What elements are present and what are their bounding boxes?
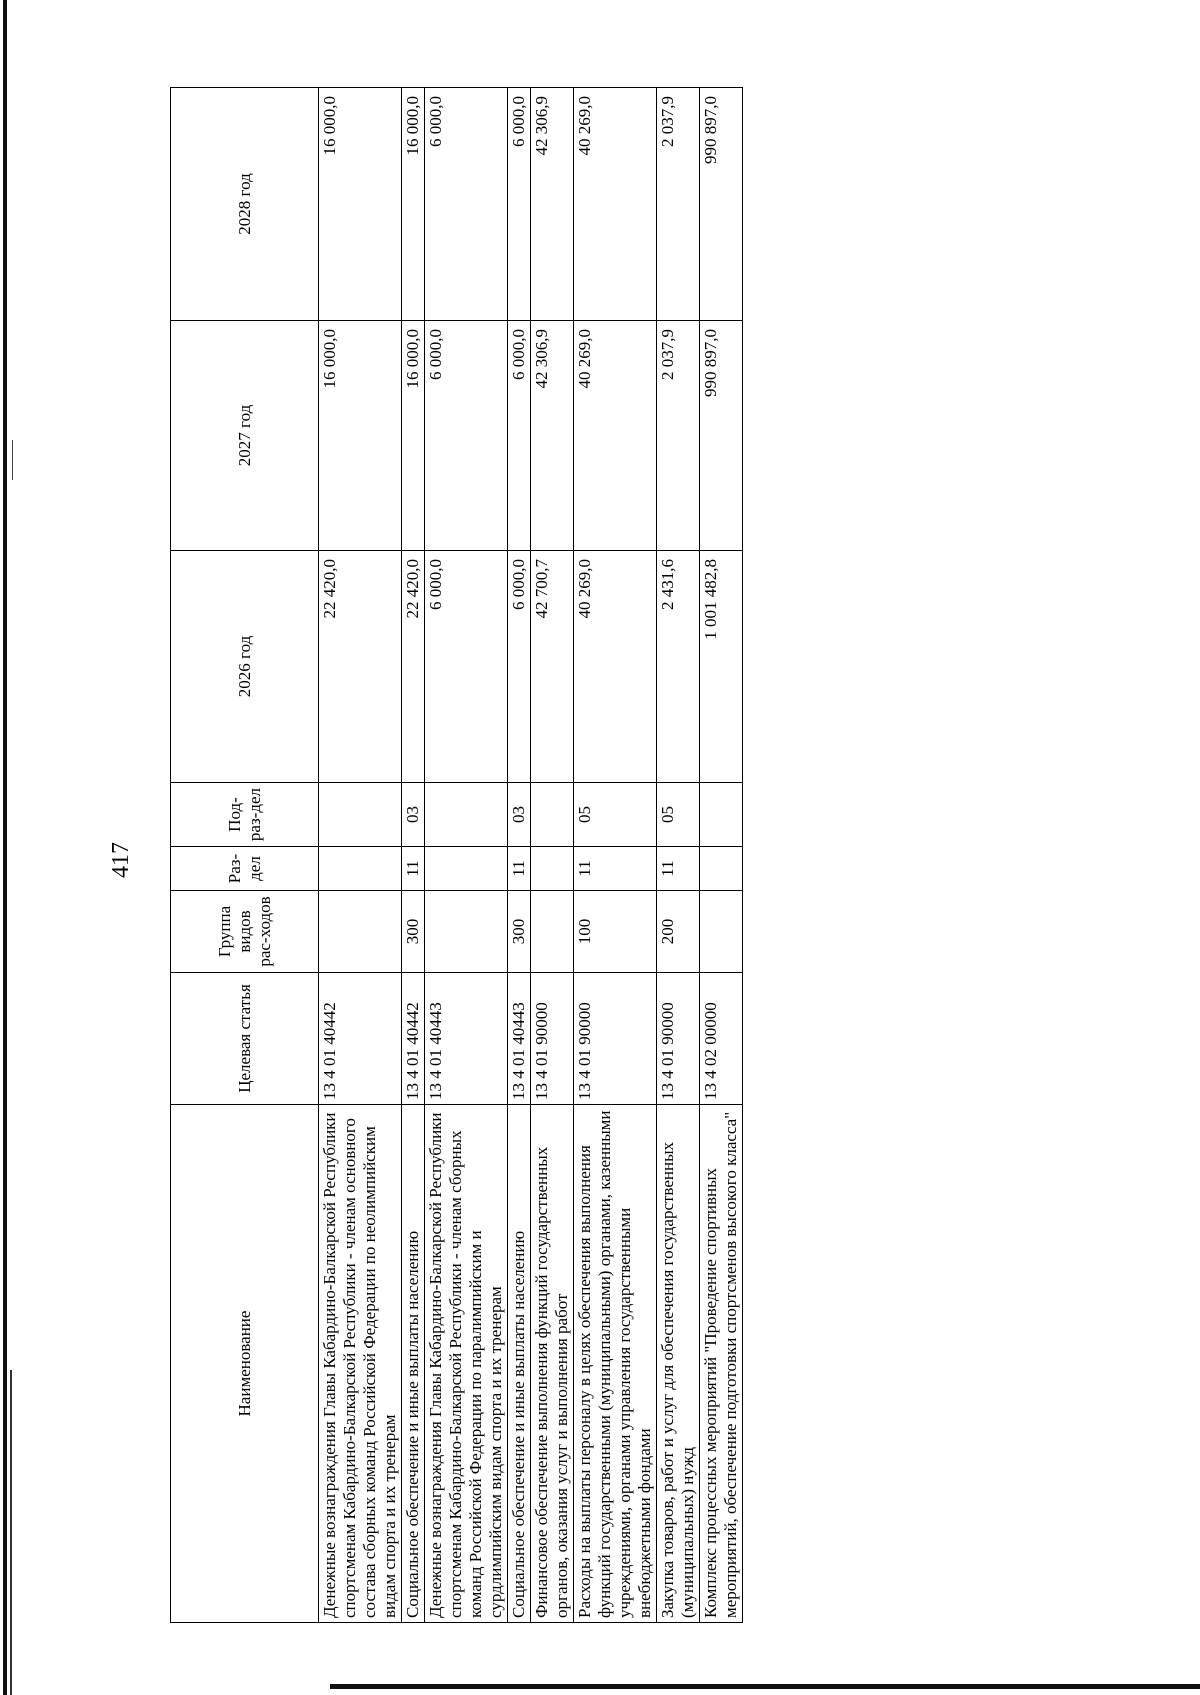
cell-group: 100 (574, 891, 657, 973)
cell-name: Денежные вознаграждения Главы Кабардино-Балкарской Республики спортсменам Кабардино-Балкарской Республики - членам основного состава сборных команд Российской Федерации по неолимпийским видам спорта и их тренерам (319, 1105, 402, 1623)
header-group: Группа видов рас-ходов (171, 891, 319, 973)
cell-2028: 990 897,0 (700, 88, 743, 321)
cell-subsection: 03 (402, 783, 425, 847)
cell-2027: 40 269,0 (574, 321, 657, 551)
header-2027: 2027 год (171, 321, 319, 551)
cell-2028: 6 000,0 (425, 88, 508, 321)
cell-group: 300 (402, 891, 425, 973)
cell-section: 11 (574, 847, 657, 891)
header-row (171, 88, 319, 1623)
cell-target: 13 4 01 90000 (574, 973, 657, 1105)
cell-2026: 42 700,7 (531, 551, 574, 783)
cell-2027: 42 306,9 (531, 321, 574, 551)
cell-group (319, 891, 402, 973)
cell-section: 11 (657, 847, 700, 891)
budget-table (170, 87, 743, 1623)
cell-name: Закупка товаров, работ и услуг для обеспечения государственных (муниципальных) нужд (657, 1105, 700, 1623)
cell-2028: 2 037,9 (657, 88, 700, 321)
cell-target: 13 4 01 90000 (531, 973, 574, 1105)
cell-target: 13 4 01 40442 (402, 973, 425, 1105)
cell-2027: 16 000,0 (319, 321, 402, 551)
cell-2027: 6 000,0 (425, 321, 508, 551)
cell-name: Комплекс процессных мероприятий "Проведение спортивных мероприятий, обеспечение подготовки спортсменов высокого класса" (700, 1105, 743, 1623)
cell-2026: 6 000,0 (425, 551, 508, 783)
header-section: Раз-дел (171, 847, 319, 891)
cell-2026: 6 000,0 (508, 551, 531, 783)
cell-2028: 6 000,0 (508, 88, 531, 321)
cell-2028: 40 269,0 (574, 88, 657, 321)
page-number: 417 (108, 842, 134, 878)
header-name: Наименование (171, 1105, 319, 1623)
cell-name: Социальное обеспечение и иные выплаты населению (402, 1105, 425, 1623)
cell-group (700, 891, 743, 973)
table-row (402, 88, 425, 1623)
cell-name: Денежные вознаграждения Главы Кабардино-Балкарской Республики спортсменам Кабардино-Балкарской Республики - членам сборных команд Российской Федерации по паралимпийским и сурдлимпийским видам спорта и их тренерам (425, 1105, 508, 1623)
cell-group (425, 891, 508, 973)
scan-border (10, 1370, 12, 1695)
cell-group (531, 891, 574, 973)
cell-target: 13 4 01 40443 (508, 973, 531, 1105)
cell-2027: 2 037,9 (657, 321, 700, 551)
table-row (574, 88, 657, 1623)
cell-subsection (319, 783, 402, 847)
table-row (425, 88, 508, 1623)
cell-group: 300 (508, 891, 531, 973)
rotated-page (30, 55, 1190, 1665)
cell-section (531, 847, 574, 891)
cell-2026: 40 269,0 (574, 551, 657, 783)
cell-target: 13 4 01 40442 (319, 973, 402, 1105)
header-2028: 2028 год (171, 88, 319, 321)
cell-2028: 16 000,0 (319, 88, 402, 321)
header-subsection: Под-раз-дел (171, 783, 319, 847)
cell-subsection: 05 (657, 783, 700, 847)
header-target: Целевая статья (171, 973, 319, 1105)
scan-border (330, 1684, 1200, 1689)
cell-name: Расходы на выплаты персоналу в целях обеспечения выполнения функций государственными (муниципальными) органами, казенными учреждениями, органами управления государственными внебюджетными фондами (574, 1105, 657, 1623)
cell-target: 13 4 02 00000 (700, 973, 743, 1105)
cell-section (425, 847, 508, 891)
header-2026: 2026 год (171, 551, 319, 783)
cell-section (700, 847, 743, 891)
cell-target: 13 4 01 40443 (425, 973, 508, 1105)
table-row (657, 88, 700, 1623)
cell-2026: 1 001 482,8 (700, 551, 743, 783)
table-row (531, 88, 574, 1623)
cell-2027: 16 000,0 (402, 321, 425, 551)
cell-subsection: 03 (508, 783, 531, 847)
cell-2026: 22 420,0 (319, 551, 402, 783)
cell-target: 13 4 01 90000 (657, 973, 700, 1105)
cell-2027: 990 897,0 (700, 321, 743, 551)
cell-subsection (700, 783, 743, 847)
cell-section (319, 847, 402, 891)
cell-subsection (425, 783, 508, 847)
table-row (319, 88, 402, 1623)
table-row (508, 88, 531, 1623)
cell-group: 200 (657, 891, 700, 973)
cell-2028: 16 000,0 (402, 88, 425, 321)
table-row (700, 88, 743, 1623)
cell-2027: 6 000,0 (508, 321, 531, 551)
cell-name: Социальное обеспечение и иные выплаты населению (508, 1105, 531, 1623)
cell-section: 11 (508, 847, 531, 891)
cell-2028: 42 306,9 (531, 88, 574, 321)
scan-mark (12, 440, 13, 480)
cell-name: Финансовое обеспечение выполнения функций государственных органов, оказания услуг и выполнения работ (531, 1105, 574, 1623)
cell-subsection: 05 (574, 783, 657, 847)
cell-2026: 2 431,6 (657, 551, 700, 783)
cell-subsection (531, 783, 574, 847)
scan-border (3, 0, 7, 1695)
cell-section: 11 (402, 847, 425, 891)
cell-2026: 22 420,0 (402, 551, 425, 783)
